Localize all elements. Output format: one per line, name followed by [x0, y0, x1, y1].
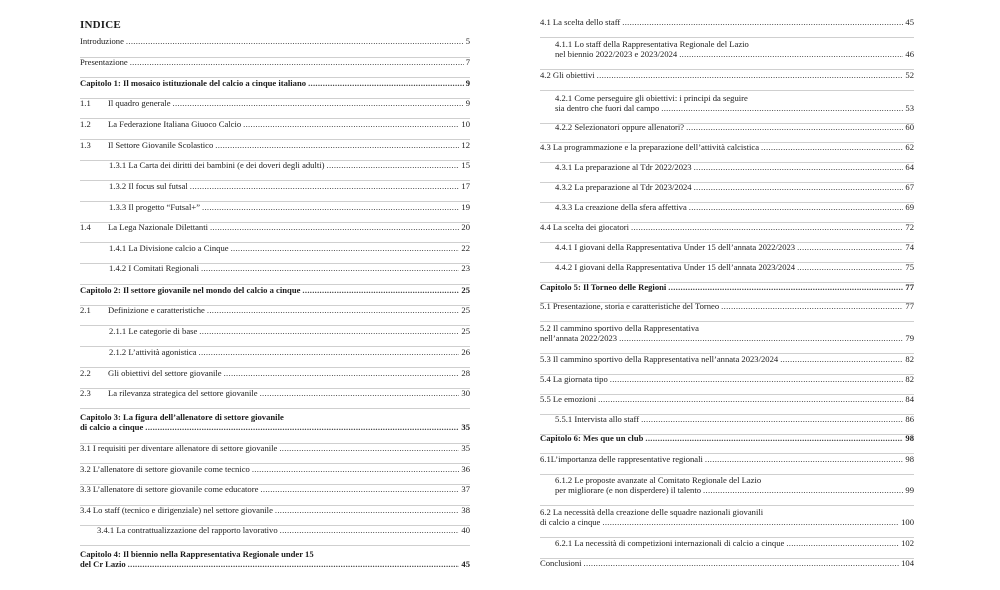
- toc-entry-number: 2.2: [80, 368, 91, 378]
- toc-entry-row: [540, 282, 914, 292]
- dot-leader: [705, 454, 904, 464]
- toc-entry-title: 2.1.2 L’attività agonistica: [109, 347, 197, 357]
- toc-entry-row: [109, 326, 470, 336]
- toc-entry-number: 1.2: [80, 119, 91, 129]
- toc-entry-row: [540, 517, 914, 527]
- toc-entry[interactable]: [80, 326, 470, 336]
- toc-entry-row: [540, 142, 914, 152]
- dot-leader: [190, 181, 460, 191]
- toc-entry-page: 82: [905, 374, 914, 384]
- toc-entry-row: [540, 354, 914, 364]
- toc-entry-title: Conclusioni: [540, 558, 582, 568]
- toc-entry-title: La rilevanza strategica del settore giovanile: [108, 388, 258, 398]
- toc-entry-title: 3.4.1 La contrattualizzazione del rapporto lavorativo: [97, 525, 278, 535]
- toc-entry-row: [555, 103, 914, 113]
- toc-entry-title: sia dentro che fuori dal campo: [555, 103, 660, 114]
- toc-entry-title: Il Settore Giovanile Scolastico: [108, 140, 214, 150]
- toc-entry-page: 72: [905, 222, 914, 232]
- toc-entry-row: [80, 443, 470, 453]
- toc-entry-page: 19: [461, 202, 470, 212]
- toc-entry[interactable]: [540, 262, 914, 272]
- dot-leader: [231, 243, 460, 253]
- toc-entry[interactable]: [80, 388, 470, 398]
- dot-leader: [668, 282, 903, 292]
- toc-entry-row: [555, 538, 914, 548]
- toc-entry[interactable]: [540, 39, 914, 59]
- toc-entry[interactable]: [540, 323, 914, 343]
- toc-entry-title: Presentazione: [80, 57, 128, 67]
- toc-entry[interactable]: [80, 549, 470, 569]
- dot-leader: [797, 262, 903, 272]
- toc-entry-title: 4.3 La programmazione e la preparazione dell’attività calcistica: [540, 142, 760, 152]
- toc-entry-page: 52: [905, 70, 914, 80]
- toc-entry-page: 35: [461, 443, 470, 453]
- toc-entry-row: [109, 202, 470, 212]
- toc-entry[interactable]: [80, 140, 470, 150]
- toc-entry-row: [80, 119, 470, 129]
- toc-entry-title: 1.4.1 La Divisione calcio a Cinque: [109, 243, 229, 253]
- toc-entry[interactable]: [540, 301, 914, 311]
- toc-entry-number: 2.1: [80, 305, 91, 315]
- entry-divider: [540, 37, 914, 38]
- toc-entry-page: 75: [905, 262, 914, 272]
- dot-leader: [275, 505, 460, 515]
- toc-entry-page: 30: [461, 388, 470, 398]
- toc-entry[interactable]: [80, 525, 470, 535]
- dot-leader: [243, 119, 459, 129]
- toc-entry[interactable]: [80, 464, 470, 474]
- toc-entry[interactable]: [540, 162, 914, 172]
- toc-entry-title: 5.5 Le emozioni: [540, 394, 597, 404]
- toc-entry-page: 46: [905, 49, 914, 60]
- toc-entry-title: Introduzione: [80, 36, 124, 46]
- toc-entry-title: 6.2.1 La necessità di competizioni internazionali di calcio a cinque: [555, 538, 785, 548]
- entry-divider: [80, 545, 470, 546]
- dot-leader: [199, 326, 459, 336]
- toc-entry-title: 2.1.1 Le categorie di base: [109, 326, 198, 336]
- dot-leader: [645, 433, 903, 443]
- toc-entry[interactable]: [540, 142, 914, 152]
- toc-entry-row: [540, 433, 914, 443]
- toc-entry-row: [540, 558, 914, 568]
- toc-entry-page: 45: [905, 17, 914, 27]
- toc-entry[interactable]: [80, 202, 470, 212]
- toc-entry[interactable]: [80, 78, 470, 88]
- toc-entry[interactable]: [80, 57, 470, 67]
- toc-entry-row: [80, 140, 470, 150]
- toc-entry-row: [555, 414, 914, 424]
- dot-leader: [584, 558, 900, 568]
- dot-leader: [780, 354, 903, 364]
- toc-entry[interactable]: [80, 347, 470, 357]
- toc-entry-row: [109, 181, 470, 191]
- toc-entry-title: Capitolo 5: Il Torneo delle Regioni: [540, 282, 667, 292]
- toc-entry[interactable]: [540, 93, 914, 113]
- toc-entry[interactable]: [540, 394, 914, 404]
- entry-divider: [80, 408, 470, 409]
- toc-entry-row: [540, 394, 914, 404]
- toc-entry-row: [80, 305, 470, 315]
- toc-entry-row: [80, 388, 470, 398]
- toc-entry-page: 38: [461, 505, 470, 515]
- dot-leader: [622, 17, 903, 27]
- dot-leader: [201, 263, 459, 273]
- toc-entry[interactable]: [540, 182, 914, 192]
- toc-entry-row: [555, 162, 914, 172]
- toc-entry-page: 7: [465, 57, 470, 67]
- dot-leader: [128, 559, 460, 569]
- toc-entry-row: [555, 242, 914, 252]
- toc-entry[interactable]: [540, 282, 914, 292]
- toc-entry-row: [80, 78, 470, 88]
- toc-entry-page: 22: [461, 243, 470, 253]
- dot-leader: [703, 485, 903, 495]
- toc-entry-title: Gli obiettivi del settore giovanile: [108, 368, 222, 378]
- toc-entry-title: 1.3.3 Il progetto “Futsal+”: [109, 202, 201, 212]
- toc-entry[interactable]: [80, 263, 470, 273]
- dot-leader: [610, 374, 904, 384]
- toc-entry-page: 62: [905, 142, 914, 152]
- toc-entry-title: Capitolo 2: Il settore giovanile nel mondo del calcio a cinque: [80, 285, 301, 295]
- toc-entry[interactable]: [540, 202, 914, 212]
- toc-entry-page: 26: [461, 347, 470, 357]
- toc-entry-title: 4.1 La scelta dello staff: [540, 17, 621, 27]
- toc-entry-row: [80, 36, 470, 46]
- toc-entry-row: [80, 368, 470, 378]
- toc-entry-page: 53: [905, 103, 914, 114]
- toc-entry[interactable]: [80, 412, 470, 432]
- toc-entry-row: [555, 485, 914, 495]
- toc-entry-page: 25: [461, 285, 470, 295]
- toc-entry-page: 28: [461, 368, 470, 378]
- dot-leader: [199, 347, 460, 357]
- toc-entry-page: 35: [461, 422, 470, 433]
- dot-leader: [679, 49, 903, 59]
- toc-entry-page: 99: [905, 485, 914, 496]
- toc-entry-title-line1: Capitolo 4: Il biennio nella Rappresentativa Regionale under 15: [80, 549, 314, 559]
- dot-leader: [761, 142, 903, 152]
- toc-entry-page: 98: [905, 433, 914, 443]
- toc-entry-title: 4.2.2 Selezionatori oppure allenatori?: [555, 122, 685, 132]
- toc-entry-title: 4.3.2 La preparazione al Tdr 2023/2024: [555, 182, 692, 192]
- toc-entry-row: [80, 57, 470, 67]
- toc-entry-title: 4.4.1 I giovani della Rappresentativa Under 15 dell’annata 2022/2023: [555, 242, 796, 252]
- toc-entry-row: [80, 484, 470, 494]
- toc-entry-row: [555, 202, 914, 212]
- dot-leader: [210, 222, 459, 232]
- toc-entry-number: 1.4: [80, 222, 91, 232]
- toc-entry-page: 60: [905, 122, 914, 132]
- toc-entry-page: 102: [901, 538, 914, 548]
- toc-entry-title: 5.1 Presentazione, storia e caratteristiche del Torneo: [540, 301, 720, 311]
- toc-entry-title: per migliorare (e non disperdere) il talento: [555, 485, 702, 496]
- dot-leader: [619, 333, 903, 343]
- toc-entry-page: 82: [905, 354, 914, 364]
- toc-entry[interactable]: [540, 414, 914, 424]
- toc-entry-title: nel biennio 2022/2023 e 2023/2024: [555, 49, 678, 60]
- dot-leader: [145, 422, 459, 432]
- dot-leader: [126, 36, 464, 46]
- toc-entry-title: 1.3.2 Il focus sul futsal: [109, 181, 188, 191]
- toc-entry-title-line1: 6.1.2 Le proposte avanzate al Comitato Regionale del Lazio: [555, 475, 762, 485]
- toc-entry-page: 67: [905, 182, 914, 192]
- toc-entry-title: 5.4 La giornata tipo: [540, 374, 608, 384]
- toc-entry-title: Definizione e caratteristiche: [108, 305, 205, 315]
- toc-entry[interactable]: [80, 160, 470, 170]
- toc-entry-title-line1: 6.2 La necessità della creazione delle squadre nazionali giovanili: [540, 507, 764, 517]
- toc-entry[interactable]: [540, 70, 914, 80]
- toc-entry-page: 10: [461, 119, 470, 129]
- toc-entry-title: La Federazione Italiana Giuoco Calcio: [108, 119, 242, 129]
- toc-entry[interactable]: [80, 98, 470, 108]
- toc-entry-row: [540, 17, 914, 27]
- dot-leader: [661, 103, 903, 113]
- toc-entry-title: 6.1L’importanza delle rappresentative regionali: [540, 454, 703, 464]
- toc-entry-title: nell’annata 2022/2023: [540, 333, 618, 344]
- toc-entry-title: Il quadro generale: [108, 98, 171, 108]
- toc-entry-page: 37: [461, 484, 470, 494]
- toc-entry-row: [109, 347, 470, 357]
- toc-entry[interactable]: [540, 558, 914, 568]
- toc-entry-row: [555, 182, 914, 192]
- toc-entry-row: [540, 222, 914, 232]
- toc-entry-row: [109, 243, 470, 253]
- toc-entry-page: 104: [901, 558, 914, 568]
- toc-entry[interactable]: [80, 222, 470, 232]
- dot-leader: [641, 414, 903, 424]
- toc-entry-page: 86: [905, 414, 914, 424]
- dot-leader: [602, 517, 899, 527]
- toc-entry[interactable]: [540, 17, 914, 27]
- toc-entry-number: 1.3: [80, 140, 91, 150]
- dot-leader: [786, 538, 899, 548]
- toc-entry-title: 5.3 Il cammino sportivo della Rappresentativa nell’annata 2023/2024: [540, 354, 779, 364]
- toc-entry-page: 25: [461, 305, 470, 315]
- toc-entry-row: [80, 222, 470, 232]
- dot-leader: [598, 394, 903, 404]
- entry-divider: [540, 505, 914, 506]
- toc-entry-title-line1: 4.2.1 Come perseguire gli obiettivi: i principi da seguire: [555, 93, 748, 103]
- toc-entry-title: Capitolo 6: Mes que un club: [540, 433, 644, 443]
- dot-leader: [202, 202, 459, 212]
- dot-leader: [308, 78, 464, 88]
- toc-entry-page: 98: [905, 454, 914, 464]
- toc-entry-row: [540, 374, 914, 384]
- toc-entry-title: 5.5.1 Intervista allo staff: [555, 414, 640, 424]
- dot-leader: [327, 160, 460, 170]
- toc-entry[interactable]: [80, 484, 470, 494]
- toc-entry-title: di calcio a cinque: [540, 517, 601, 528]
- dot-leader: [694, 162, 904, 172]
- toc-entry-row: [540, 454, 914, 464]
- toc-entry-row: [80, 285, 470, 295]
- toc-entry[interactable]: [540, 454, 914, 464]
- toc-entry-title: 1.4.2 I Comitati Regionali: [109, 263, 199, 273]
- toc-title: INDICE: [80, 19, 121, 31]
- toc-entry-page: 9: [465, 78, 470, 88]
- toc-entry-title: del Cr Lazio: [80, 559, 126, 570]
- toc-entry-row: [109, 263, 470, 273]
- toc-entry-number: 2.3: [80, 388, 91, 398]
- toc-entry-row: [555, 122, 914, 132]
- toc-entry-page: 84: [905, 394, 914, 404]
- dot-leader: [252, 464, 460, 474]
- toc-entry[interactable]: [540, 507, 914, 527]
- toc-entry-number: 1.1: [80, 98, 91, 108]
- toc-entry-page: 69: [905, 202, 914, 212]
- dot-leader: [797, 242, 903, 252]
- toc-entry-row: [540, 70, 914, 80]
- toc-entry-row: [555, 262, 914, 272]
- toc-entry-row: [540, 301, 914, 311]
- toc-entry[interactable]: [540, 538, 914, 548]
- toc-entry-page: 79: [905, 333, 914, 344]
- toc-entry[interactable]: [80, 305, 470, 315]
- toc-entry-title-line1: 5.2 Il cammino sportivo della Rappresentativa: [540, 323, 699, 333]
- toc-entry-page: 15: [461, 160, 470, 170]
- toc-entry-title: 4.4 La scelta dei giocatori: [540, 222, 630, 232]
- toc-entry-title: 4.3.1 La preparazione al Tdr 2022/2023: [555, 162, 692, 172]
- toc-entry-page: 17: [461, 181, 470, 191]
- toc-entry-page: 9: [465, 98, 470, 108]
- toc-entry[interactable]: [80, 285, 470, 295]
- toc-entry-page: 100: [901, 517, 914, 528]
- dot-leader: [224, 368, 460, 378]
- toc-entry-row: [80, 98, 470, 108]
- toc-entry[interactable]: [540, 122, 914, 132]
- toc-entry-page: 77: [905, 301, 914, 311]
- toc-entry-page: 5: [465, 36, 470, 46]
- toc-entry[interactable]: [80, 119, 470, 129]
- toc-entry-title: 3.2 L’allenatore di settore giovanile come tecnico: [80, 464, 250, 474]
- toc-entry-page: 40: [461, 525, 470, 535]
- dot-leader: [694, 182, 904, 192]
- dot-leader: [215, 140, 459, 150]
- dot-leader: [686, 122, 903, 132]
- toc-entry-title: di calcio a cinque: [80, 422, 144, 433]
- toc-entry-page: 20: [461, 222, 470, 232]
- toc-entry-row: [97, 525, 470, 535]
- toc-entry-page: 64: [905, 162, 914, 172]
- toc-entry-title: 3.3 L’allenatore di settore giovanile come educatore: [80, 484, 259, 494]
- toc-entry-row: [80, 559, 470, 569]
- toc-entry-page: 74: [905, 242, 914, 252]
- toc-entry-title: 3.1 I requisiti per diventare allenatore di settore giovanile: [80, 443, 278, 453]
- entry-divider: [540, 321, 914, 322]
- toc-entry-title: 4.3.3 La creazione della sfera affettiva: [555, 202, 687, 212]
- toc-entry[interactable]: [540, 222, 914, 232]
- toc-entry-page: 45: [461, 559, 470, 570]
- toc-entry-title: Capitolo 1: Il mosaico istituzionale del calcio a cinque italiano: [80, 78, 307, 88]
- toc-entry[interactable]: [80, 443, 470, 453]
- toc-entry-title-line1: 4.1.1 Lo staff della Rappresentativa Regionale del Lazio: [555, 39, 749, 49]
- dot-leader: [279, 443, 459, 453]
- entry-divider: [540, 90, 914, 91]
- toc-entry[interactable]: [540, 242, 914, 252]
- toc-entry-title: 4.2 Gli obiettivi: [540, 70, 595, 80]
- toc-entry[interactable]: [80, 243, 470, 253]
- dot-leader: [260, 484, 459, 494]
- toc-entry[interactable]: [540, 433, 914, 443]
- toc-entry-row: [109, 160, 470, 170]
- toc-entry-row: [555, 49, 914, 59]
- toc-entry[interactable]: [540, 374, 914, 384]
- dot-leader: [260, 388, 460, 398]
- toc-entry-title: 3.4 Lo staff (tecnico e dirigenziale) nel settore giovanile: [80, 505, 273, 515]
- dot-leader: [721, 301, 903, 311]
- toc-entry-title: 4.4.2 I giovani della Rappresentativa Under 15 dell’annata 2023/2024: [555, 262, 796, 272]
- toc-entry-page: 77: [905, 282, 914, 292]
- dot-leader: [597, 70, 904, 80]
- toc-entry[interactable]: [80, 36, 470, 46]
- dot-leader: [173, 98, 464, 108]
- toc-entry-page: 25: [461, 326, 470, 336]
- dot-leader: [689, 202, 904, 212]
- dot-leader: [302, 285, 459, 295]
- dot-leader: [130, 57, 464, 67]
- toc-entry-page: 36: [461, 464, 470, 474]
- toc-entry-title: La Lega Nazionale Dilettanti: [108, 222, 208, 232]
- toc-entry-page: 12: [461, 140, 470, 150]
- toc-entry-title-line1: Capitolo 3: La figura dell’allenatore di settore giovanile: [80, 412, 284, 422]
- toc-entry-row: [80, 422, 470, 432]
- toc-entry[interactable]: [80, 368, 470, 378]
- toc-entry[interactable]: [80, 505, 470, 515]
- toc-entry-row: [540, 333, 914, 343]
- dot-leader: [280, 525, 460, 535]
- toc-entry-page: 23: [461, 263, 470, 273]
- dot-leader: [631, 222, 903, 232]
- toc-entry[interactable]: [540, 354, 914, 364]
- toc-entry-row: [80, 505, 470, 515]
- toc-entry-title: 1.3.1 La Carta dei diritti dei bambini (e dei doveri degli adulti): [109, 160, 325, 170]
- dot-leader: [207, 305, 460, 315]
- toc-entry[interactable]: [80, 181, 470, 191]
- toc-entry-row: [80, 464, 470, 474]
- toc-entry[interactable]: [540, 475, 914, 495]
